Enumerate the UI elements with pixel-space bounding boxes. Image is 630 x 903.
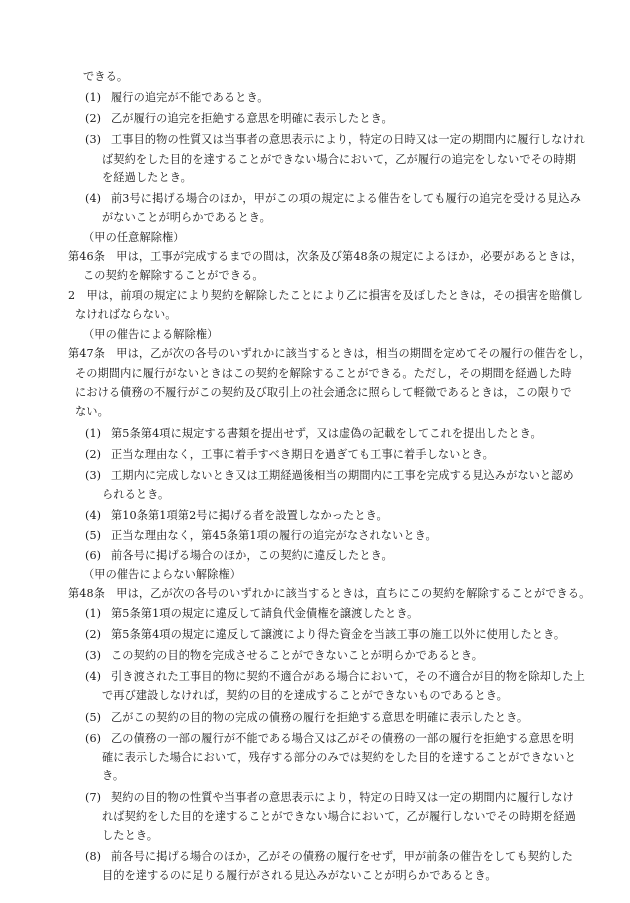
list-item: [85, 849, 573, 865]
text-line: を経過したとき。: [102, 171, 192, 184]
item-text: 第5条第4項の規定に違反して譲渡により得た資金を当該工事の施工以外に使用したとき。: [111, 628, 566, 641]
item-text: 第10条第1項第2号に掲げる者を設置しなかったとき。: [111, 509, 388, 522]
item-text: 工事目的物の性質又は当事者の意思表示により，特定の日時又は一定の期間内に履行しなけれ: [111, 133, 586, 146]
item-text: 乙の債務の一部の履行が不能である場合又は乙がその債務の一部の履行を拒絶する意思を明: [111, 732, 574, 745]
item-number: (7): [85, 791, 102, 804]
list-item: [85, 790, 574, 806]
item-number: (5): [85, 529, 102, 542]
list-item: [85, 648, 483, 664]
text-line: における債務の不履行がこの契約及び取引上の社会通念に照らして軽微であるときは，この限りで: [75, 386, 572, 399]
list-item: [85, 111, 393, 127]
item-number: (8): [85, 850, 102, 863]
list-item: [85, 90, 269, 106]
text-line: ば契約をした目的を達することができない場合において，乙が履行の追完をしないでその時期: [102, 153, 576, 166]
list-item: [85, 191, 581, 207]
item-number: (4): [85, 670, 102, 683]
text-line: で再び建設しなければ，契約の目的を達成することができないものであるとき。: [102, 689, 508, 702]
item-text: 前各号に掲げる場合のほか，この契約に違反したとき。: [111, 549, 393, 562]
item-number: (3): [85, 649, 102, 662]
text-line: できる。: [83, 70, 129, 83]
item-text: 契約の目的物の性質や当事者の意思表示により，特定の日時又は一定の期間内に履行しなけ: [111, 791, 574, 804]
item-text: 前3号に掲げる場合のほか，甲がこの項の規定による催告をしても履行の追完を受ける見込み: [111, 192, 582, 205]
text-line: したとき。: [102, 829, 158, 842]
item-number: (6): [85, 732, 102, 745]
item-number: (4): [85, 192, 102, 205]
text-line: 2 甲は，前項の規定により契約を解除したことにより乙に損害を及ぼしたときは，その損害を賠償し: [68, 289, 584, 302]
list-item: [85, 508, 388, 524]
item-number: (2): [85, 112, 102, 125]
list-item: [85, 548, 393, 564]
list-item: [85, 627, 565, 643]
text-line: れば契約をした目的を達することができない場合において，乙が履行しないでその時期を経過: [102, 810, 576, 823]
item-number: (4): [85, 509, 102, 522]
item-number: (2): [85, 628, 102, 641]
item-number: (1): [85, 427, 102, 440]
article-heading: 第48条 甲は，乙が次の各号のいずれかに該当するときは，直ちにこの契約を解除することができる。: [68, 587, 591, 600]
text-line: き。: [102, 769, 125, 782]
item-text: 工期内に完成しないとき又は工期経過後相当の期間内に工事を完成する見込みがないと認め: [111, 469, 574, 482]
list-item: [85, 468, 574, 484]
list-item: [85, 669, 585, 685]
item-number: (2): [85, 448, 102, 461]
item-text: 履行の追完が不能であるとき。: [111, 91, 269, 104]
list-item: [85, 731, 574, 747]
list-item: [85, 447, 494, 463]
text-line: 確に表示した場合において，残存する部分のみでは契約をした目的を達することができないと: [102, 751, 576, 764]
item-text: 乙がこの契約の目的物の完成の債務の履行を拒絶する意思を明確に表示したとき。: [111, 711, 529, 724]
article-heading: 第46条 甲は，工事が完成するまでの間は，次条及び第48条の規定によるほか，必要があるときは，: [68, 250, 583, 263]
item-text: 前各号に掲げる場合のほか，乙がその債務の履行をせず，甲が前条の催告をしても契約した: [111, 850, 573, 863]
section-caption: （甲の催告によらない解除権）: [83, 568, 242, 581]
item-text: 第5条第4項に規定する書類を提出せず，又は虚偽の記載をしてこれを提出したとき。: [111, 427, 542, 440]
text-line: 目的を達するのに足りる履行がされる見込みがないことが明らかであるとき。: [102, 869, 497, 882]
text-line: られるとき。: [102, 488, 170, 501]
list-item: [85, 426, 542, 442]
list-item: [85, 606, 418, 622]
text-line: その期間内に履行がないときはこの契約を解除することができる。ただし，その期間を経過した時: [75, 367, 572, 380]
text-line: がないことが明らかであるとき。: [102, 211, 271, 224]
list-item: [85, 710, 528, 726]
item-number: (5): [85, 711, 102, 724]
text-line: この契約を解除することができる。: [83, 269, 264, 282]
item-number: (3): [85, 469, 102, 482]
text-line: なければならない。: [75, 308, 177, 321]
item-text: この契約の目的物を完成させることができないことが明らかであるとき。: [111, 649, 484, 662]
list-item: [85, 528, 437, 544]
section-caption: （甲の催告による解除権）: [83, 328, 219, 341]
item-number: (1): [85, 607, 102, 620]
item-number: (6): [85, 549, 102, 562]
list-item: [85, 132, 585, 148]
item-number: (1): [85, 91, 102, 104]
article-heading: 第47条 甲は，乙が次の各号のいずれかに該当するときは，相当の期間を定めてその履行の催告をし，: [68, 347, 591, 360]
item-text: 乙が履行の追完を拒絶する意思を明確に表示したとき。: [111, 112, 393, 125]
item-text: 第5条第1項の規定に違反して請負代金債権を譲渡したとき。: [111, 607, 419, 620]
text-line: ない。: [75, 405, 109, 418]
section-caption: （甲の任意解除権）: [83, 231, 185, 244]
item-text: 正当な理由なく，工事に着手すべき期日を過ぎても工事に着手しないとき。: [111, 448, 494, 461]
item-number: (3): [85, 133, 102, 146]
item-text: 正当な理由なく，第45条第1項の履行の追完がなされないとき。: [111, 529, 437, 542]
item-text: 引き渡された工事目的物に契約不適合がある場合において，その不適合が目的物を除却した上: [111, 670, 585, 683]
